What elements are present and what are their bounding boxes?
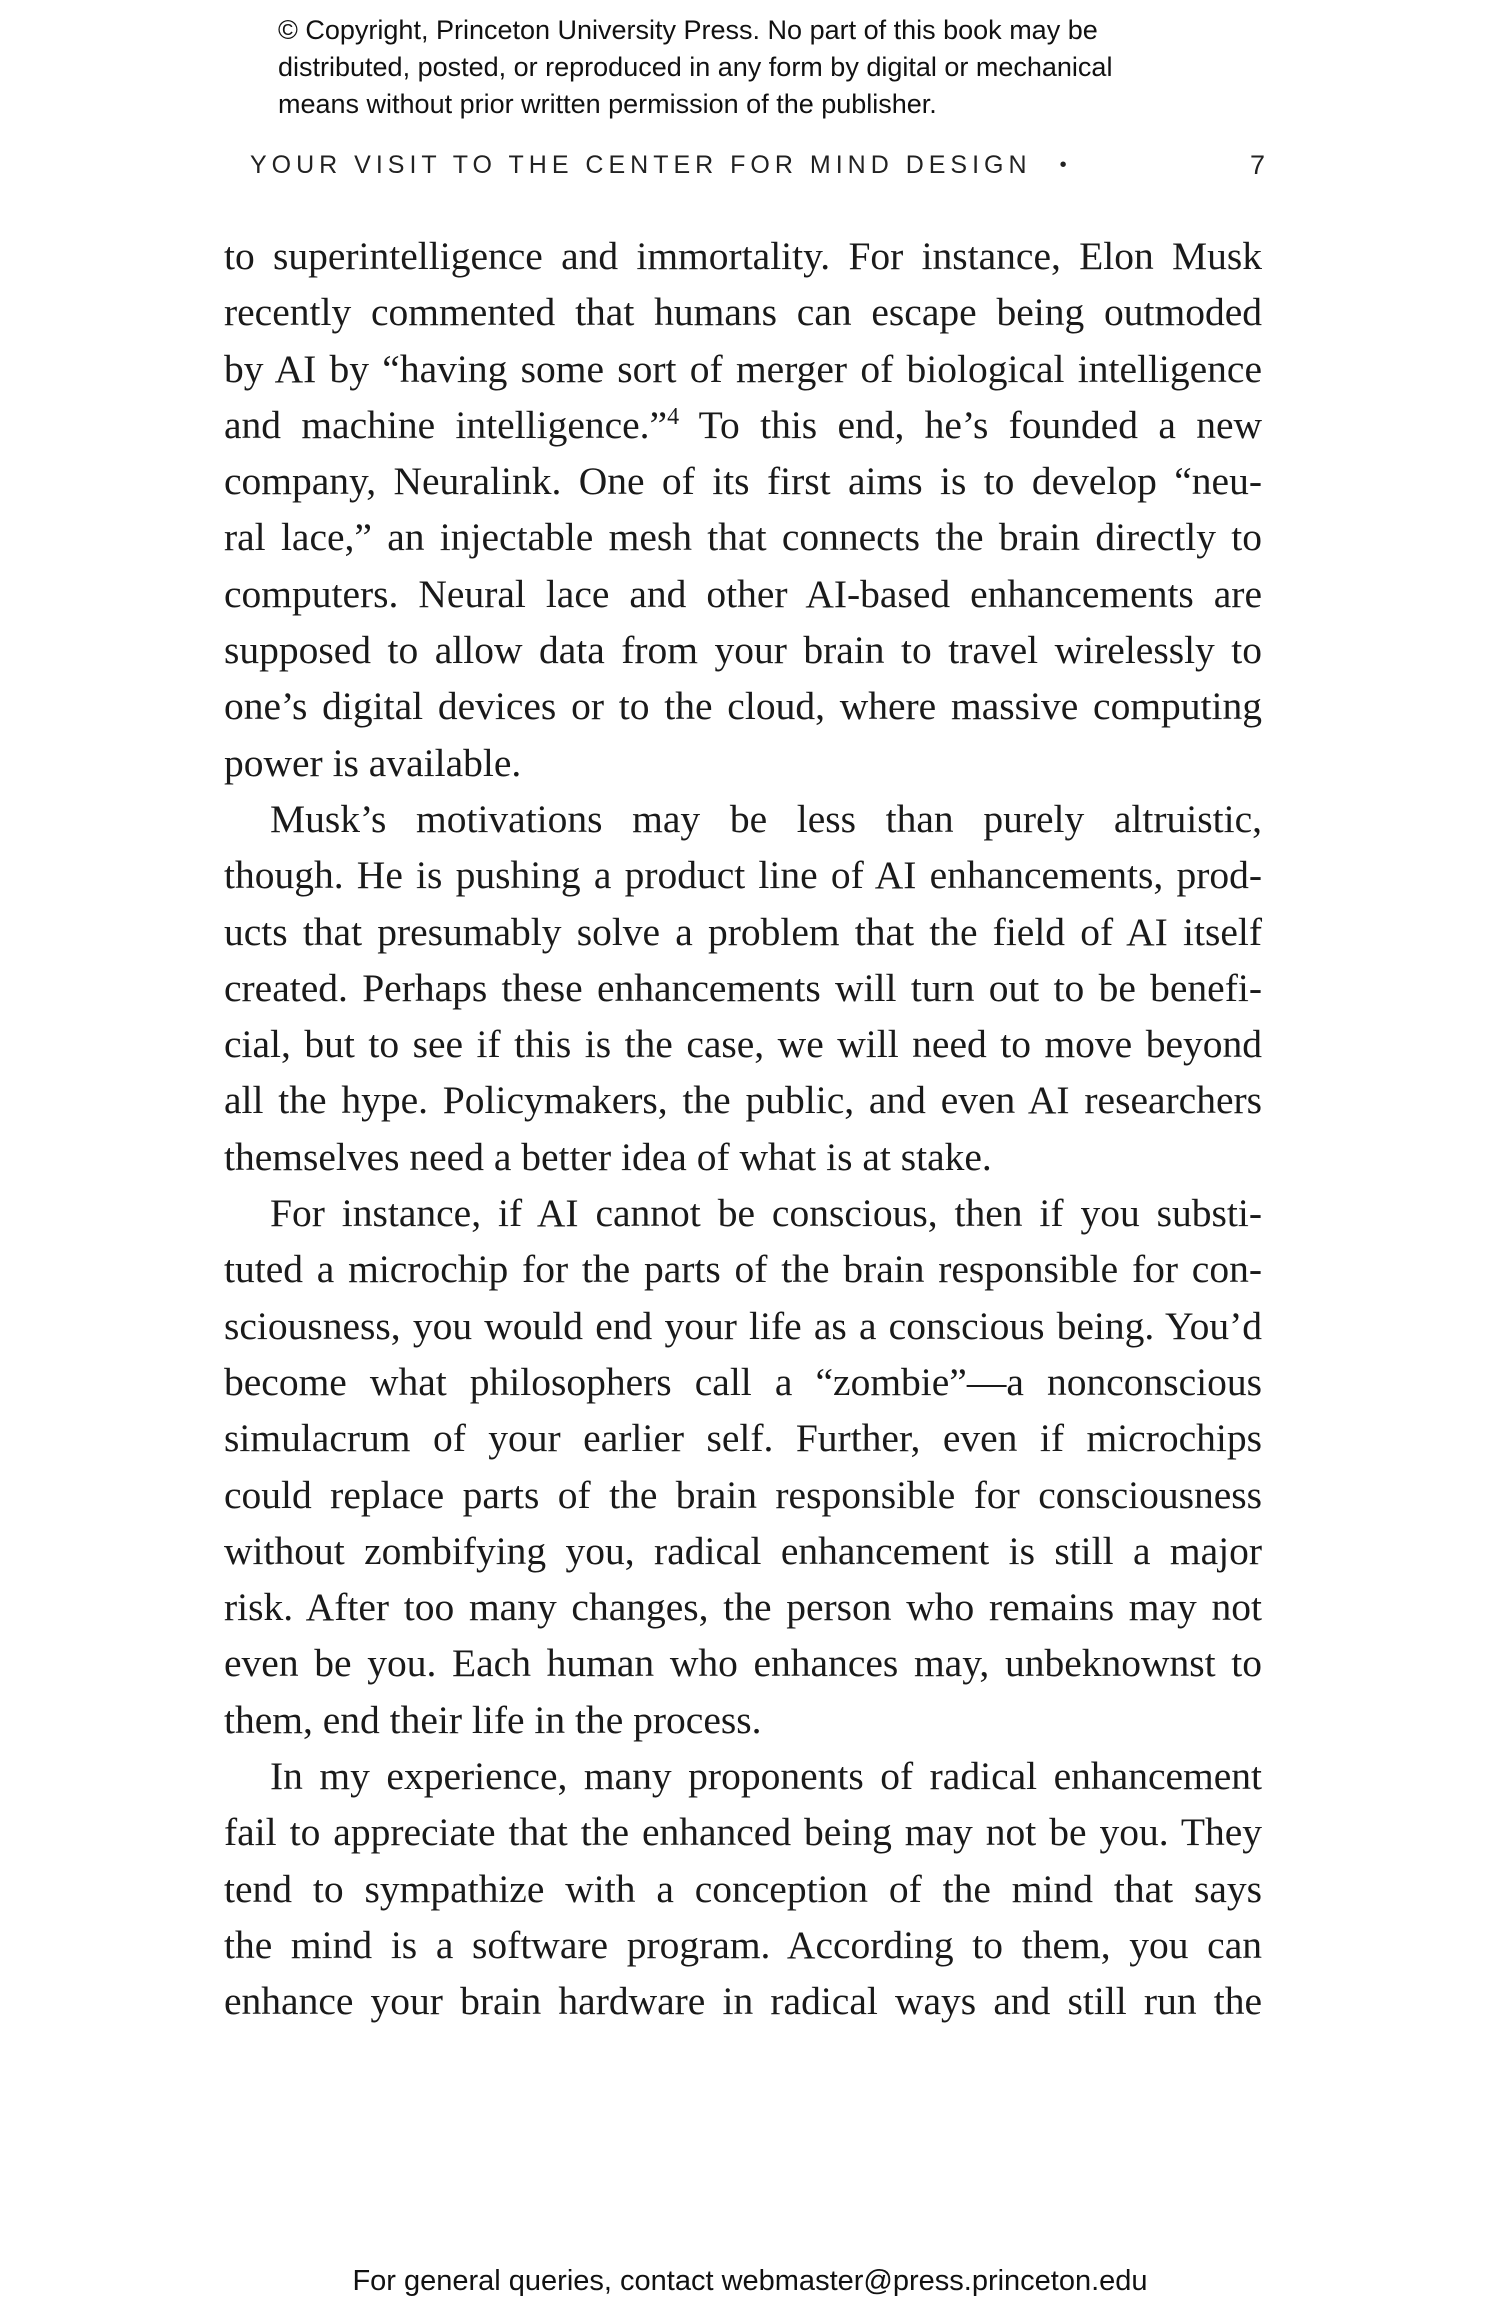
running-head-separator: •	[1059, 154, 1067, 176]
copyright-line: means without prior written permission of the publisher.	[278, 89, 937, 119]
text-line: one’s digital devices or to the cloud, where massive computing	[224, 684, 1262, 729]
running-head	[250, 150, 1265, 181]
text-line: to superintelligence and immortality. For instance, Elon Musk	[224, 234, 1262, 278]
text-line: even be you. Each human who enhances may, unbeknownst to	[224, 1641, 1262, 1686]
text-line: In my experience, many proponents of radical enhancement	[270, 1754, 1262, 1799]
copyright-notice	[278, 12, 1278, 123]
text-line: themselves need a better idea of what is at stake.	[224, 1134, 992, 1179]
text-line: the mind is a software program. According to them, you can	[224, 1922, 1262, 1967]
text-line: enhance your brain hardware in radical ways and still run the	[224, 1979, 1262, 2024]
page-number: 7	[1249, 150, 1265, 180]
text-line: sciousness, you would end your life as a conscious being. You’d	[224, 1303, 1262, 1348]
body-text	[224, 228, 1262, 2030]
text-line: For instance, if AI cannot be conscious, then if you substi-	[270, 1191, 1262, 1236]
text-line: computers. Neural lace and other AI-based enhancements are	[224, 571, 1262, 616]
text-line: created. Perhaps these enhancements will turn out to be benefi-	[224, 965, 1262, 1010]
text-line: supposed to allow data from your brain to travel wirelessly to	[224, 628, 1262, 673]
text-line: without zombifying you, radical enhancement is still a major	[224, 1528, 1262, 1573]
copyright-line: © Copyright, Princeton University Press. No part of this book may be	[278, 15, 1098, 45]
text-line: risk. After too many changes, the person who remains may not	[224, 1585, 1262, 1630]
text-line: tuted a microchip for the parts of the brain responsible for con-	[224, 1247, 1262, 1292]
text-line: ucts that presumably solve a problem that the field of AI itself	[224, 909, 1262, 954]
text-line: fail to appreciate that the enhanced being may not be you. They	[224, 1810, 1262, 1855]
footnote-marker[interactable]: 4	[667, 403, 680, 430]
text-line-part: To this end, he’s founded a new	[679, 402, 1262, 447]
text-line: recently commented that humans can escape being outmoded	[224, 290, 1262, 335]
text-line: ral lace,” an injectable mesh that connects the brain directly to	[224, 515, 1262, 560]
footer-contact: For general queries, contact webmaster@press.princeton.edu	[352, 2265, 1148, 2297]
text-line: by AI by “having some sort of merger of biological intelligence	[224, 346, 1262, 391]
copyright-line: distributed, posted, or reproduced in any form by digital or mechanical	[278, 52, 1113, 82]
text-line: though. He is pushing a product line of AI enhancements, prod-	[224, 853, 1262, 898]
text-line: become what philosophers call a “zombie”—a nonconscious	[224, 1359, 1262, 1404]
text-line-with-footnote	[224, 397, 1262, 453]
text-line: tend to sympathize with a conception of the mind that says	[224, 1866, 1262, 1911]
text-line: cial, but to see if this is the case, we will need to move beyond	[224, 1022, 1262, 1067]
text-line: simulacrum of your earlier self. Further, even if microchips	[224, 1416, 1262, 1461]
running-head-title: YOUR VISIT TO THE CENTER FOR MIND DESIGN	[250, 151, 1032, 179]
text-line-part: and machine intelligence.”	[224, 402, 668, 447]
text-line: power is available.	[224, 740, 522, 785]
text-line: them, end their life in the process.	[224, 1697, 762, 1742]
text-line: could replace parts of the brain responsible for consciousness	[224, 1472, 1262, 1517]
text-line: all the hype. Policymakers, the public, and even AI researchers	[224, 1078, 1262, 1123]
text-line: company, Neuralink. One of its first aims is to develop “neu-	[224, 459, 1262, 504]
text-line: Musk’s motivations may be less than purely altruistic,	[270, 796, 1262, 841]
